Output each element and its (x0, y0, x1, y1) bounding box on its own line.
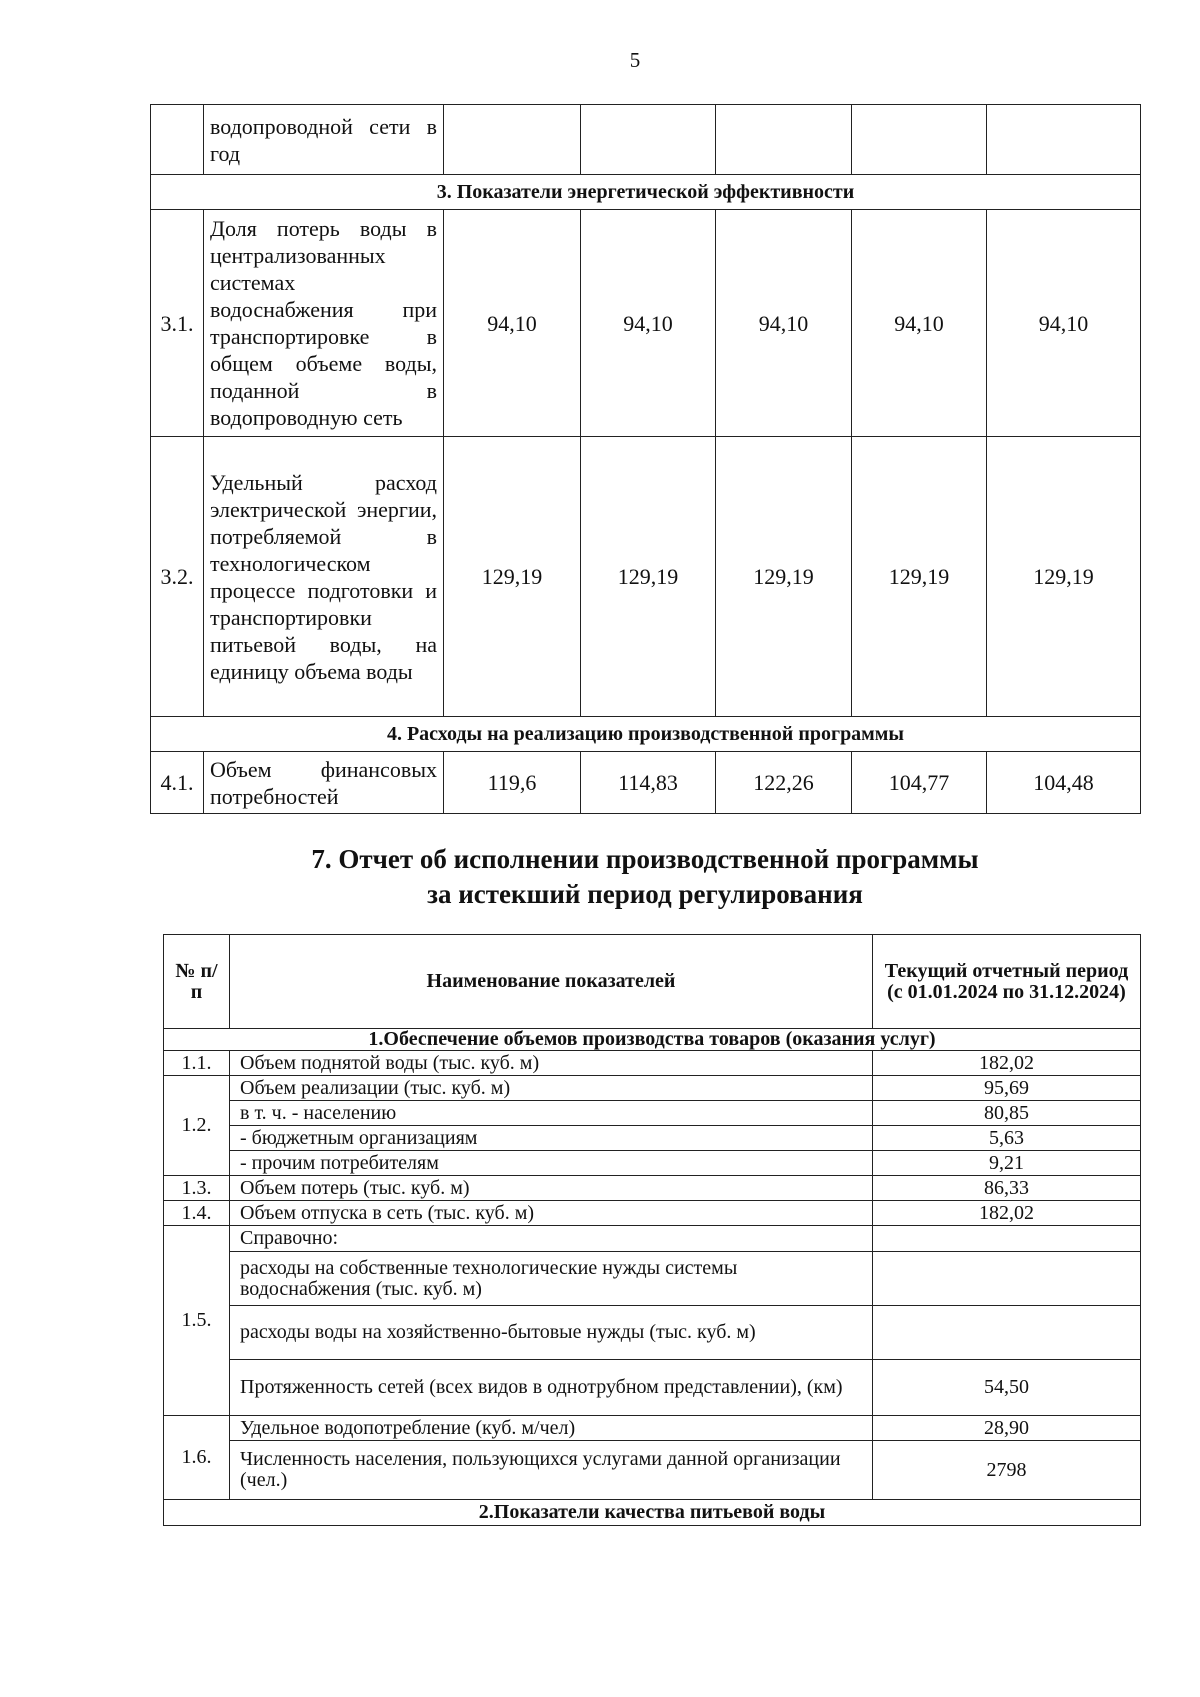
value-cell: 129,19 (987, 437, 1141, 717)
table-row (164, 1101, 1141, 1126)
table-row (151, 437, 1141, 717)
row-number: 4.1. (151, 752, 204, 814)
value-cell: 2798 (873, 1441, 1141, 1500)
section-title: 2.Показатели качества питьевой воды (164, 1500, 1141, 1526)
value-cell: 122,26 (716, 752, 852, 814)
indicator-name: Объем финансовых потребностей (204, 752, 444, 814)
value-cell: 104,77 (852, 752, 987, 814)
value-cell: 114,83 (581, 752, 716, 814)
heading-line-1: 7. Отчет об исполнении производственной программы (311, 844, 979, 874)
indicator-name: Объем реализации (тыс. куб. м) (230, 1076, 873, 1101)
indicator-name: - бюджетным организациям (230, 1126, 873, 1151)
row-number: 1.1. (164, 1051, 230, 1076)
indicator-name: - прочим потребителям (230, 1151, 873, 1176)
value-cell: 9,21 (873, 1151, 1141, 1176)
table-row (164, 1201, 1141, 1226)
section-title: 3. Показатели энергетической эффективности (151, 175, 1141, 210)
value-cell (873, 1226, 1141, 1252)
indicator-name: расходы на собственные технологические нужды системы водоснабжения (тыс. куб. м) (230, 1252, 873, 1306)
value-cell (852, 105, 987, 175)
energy-efficiency-table (150, 104, 1141, 814)
value-cell: 129,19 (581, 437, 716, 717)
table-row (151, 210, 1141, 437)
value-cell (716, 105, 852, 175)
section-row (151, 175, 1141, 210)
heading-line-2: за истекший период регулирования (427, 879, 863, 909)
value-cell (987, 105, 1141, 175)
table-row (164, 1441, 1141, 1500)
section-row (151, 717, 1141, 752)
indicator-name: расходы воды на хозяйственно-бытовые нужды (тыс. куб. м) (230, 1306, 873, 1360)
header-name: Наименование показателей (230, 935, 873, 1029)
value-cell: 182,02 (873, 1201, 1141, 1226)
table-row (164, 1176, 1141, 1201)
table-row (164, 1151, 1141, 1176)
row-number: 3.1. (151, 210, 204, 437)
value-cell: 28,90 (873, 1416, 1141, 1441)
value-cell: 129,19 (852, 437, 987, 717)
value-cell: 119,6 (444, 752, 581, 814)
table-row (151, 105, 1141, 175)
table-row (164, 1226, 1141, 1252)
row-number: 3.2. (151, 437, 204, 717)
indicator-name: Удельное водопотребление (куб. м/чел) (230, 1416, 873, 1441)
indicator-name: Объем отпуска в сеть (тыс. куб. м) (230, 1201, 873, 1226)
section-title: 4. Расходы на реализацию производственной программы (151, 717, 1141, 752)
section-title: 1.Обеспечение объемов производства товаров (оказания услуг) (164, 1029, 1141, 1051)
indicator-name: Доля потерь воды в централизованных системах водоснабжения при транспортировке в общем объеме воды, поданной в водопроводную сеть (204, 210, 444, 437)
indicator-name: Удельный расход электрической энергии, потребляемой в технологическом процессе подготовки и транспортировки питьевой воды, на единицу объема воды (204, 437, 444, 717)
value-cell: 94,10 (852, 210, 987, 437)
value-cell: 95,69 (873, 1076, 1141, 1101)
table-row (164, 1416, 1141, 1441)
value-cell: 80,85 (873, 1101, 1141, 1126)
value-cell: 129,19 (444, 437, 581, 717)
table-row (164, 1051, 1141, 1076)
value-cell: 94,10 (716, 210, 852, 437)
value-cell: 182,02 (873, 1051, 1141, 1076)
value-cell (873, 1252, 1141, 1306)
value-cell: 94,10 (581, 210, 716, 437)
row-number: 1.3. (164, 1176, 230, 1201)
value-cell: 5,63 (873, 1126, 1141, 1151)
value-cell: 54,50 (873, 1360, 1141, 1416)
table-row (164, 1252, 1141, 1306)
indicator-name: Протяженность сетей (всех видов в однотрубном представлении), (км) (230, 1360, 873, 1416)
table-row (164, 1126, 1141, 1151)
row-number: 1.5. (164, 1226, 230, 1416)
row-number: 1.4. (164, 1201, 230, 1226)
header-row (164, 935, 1141, 1029)
report-heading (150, 842, 1140, 912)
indicator-name: Объем потерь (тыс. куб. м) (230, 1176, 873, 1201)
table-row (164, 1306, 1141, 1360)
indicator-name: Численность населения, пользующихся услугами данной организации (чел.) (230, 1441, 873, 1500)
row-number: 1.6. (164, 1416, 230, 1500)
value-cell (873, 1306, 1141, 1360)
value-cell (581, 105, 716, 175)
value-cell: 86,33 (873, 1176, 1141, 1201)
value-cell: 94,10 (444, 210, 581, 437)
indicator-name: Объем поднятой воды (тыс. куб. м) (230, 1051, 873, 1076)
section-row (164, 1029, 1141, 1051)
header-period: Текущий отчетный период (с 01.01.2024 по 31.12.2024) (873, 935, 1141, 1029)
page-number: 5 (629, 48, 641, 72)
header-number: № п/п (164, 935, 230, 1029)
section-row (164, 1500, 1141, 1526)
row-number (151, 105, 204, 175)
table-row (151, 752, 1141, 814)
program-report-table (163, 934, 1141, 1526)
value-cell: 104,48 (987, 752, 1141, 814)
value-cell: 94,10 (987, 210, 1141, 437)
table-row (164, 1360, 1141, 1416)
value-cell (444, 105, 581, 175)
table-row (164, 1076, 1141, 1101)
indicator-name: Справочно: (230, 1226, 873, 1252)
indicator-name: в т. ч. - населению (230, 1101, 873, 1126)
indicator-name: водопроводной сети в год (204, 105, 444, 175)
row-number: 1.2. (164, 1076, 230, 1176)
value-cell: 129,19 (716, 437, 852, 717)
